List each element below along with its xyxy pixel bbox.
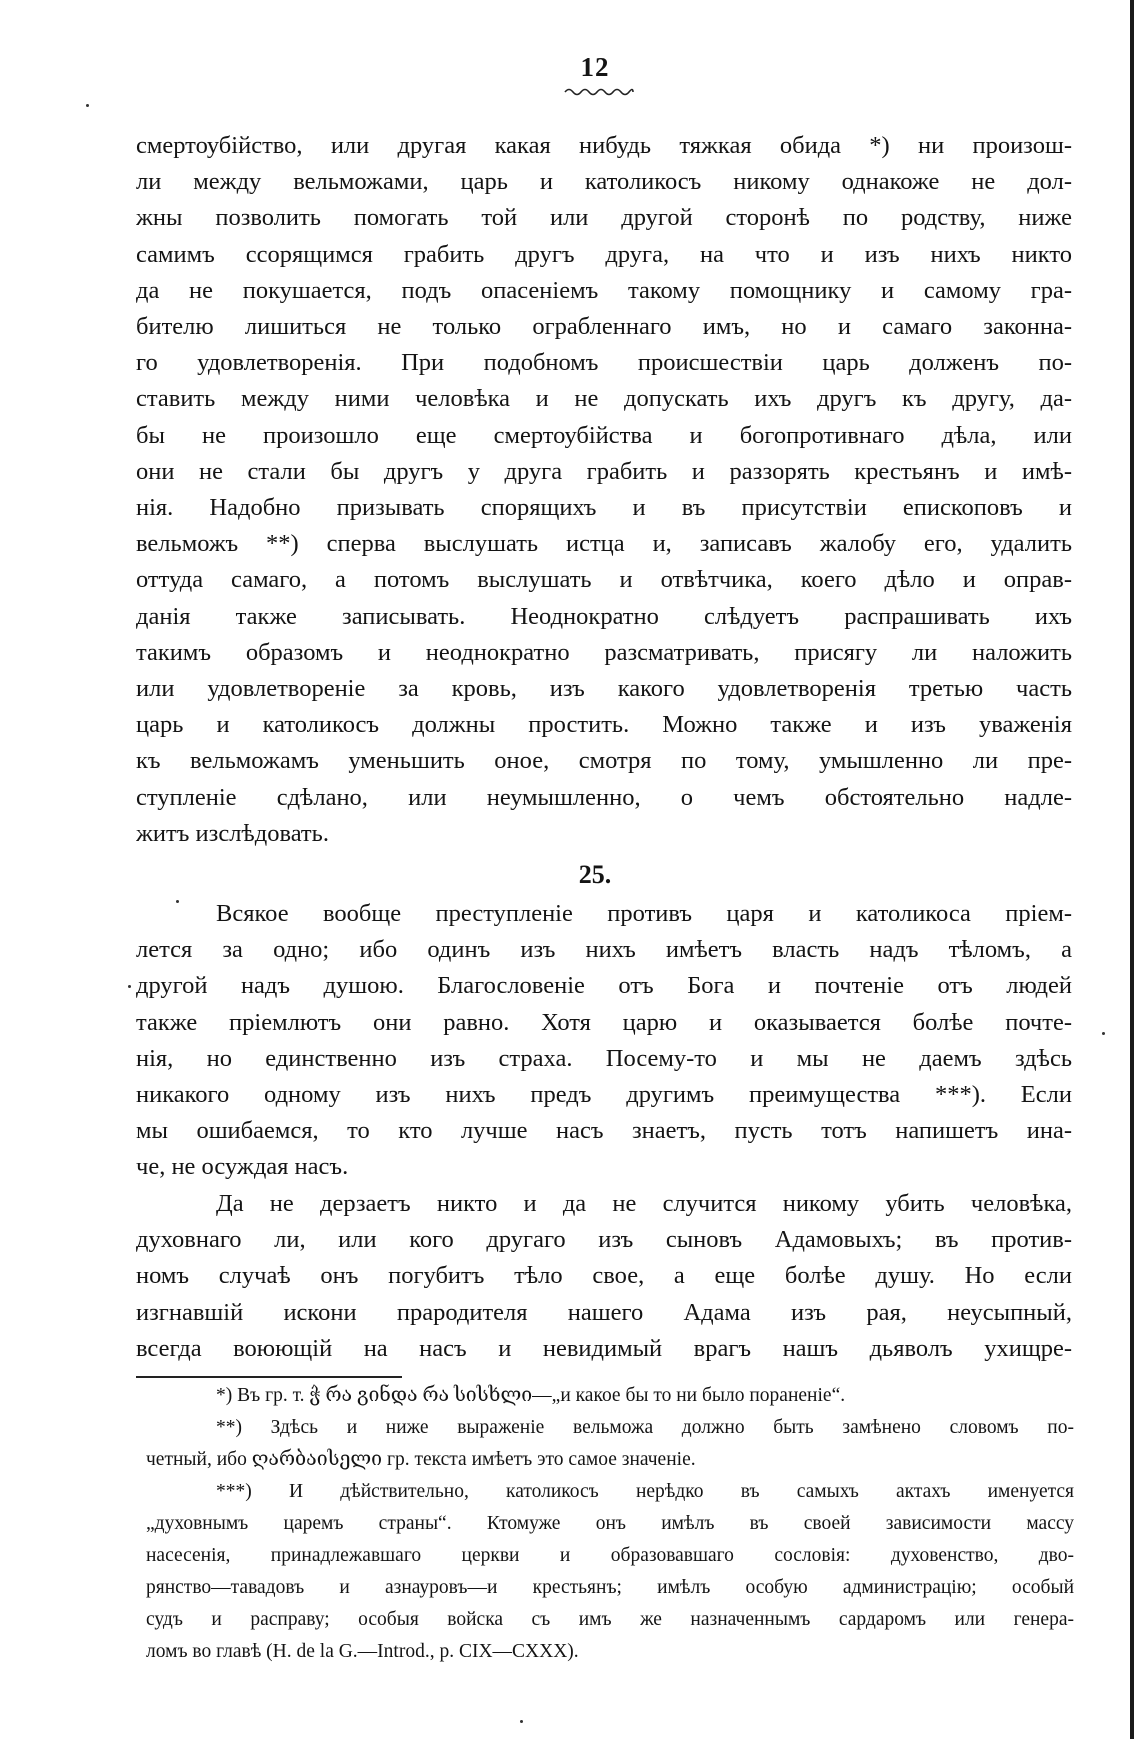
text-line: другой надъ душою. Благословеніе отъ Бога и почтеніе отъ людей: [136, 972, 1072, 1000]
text-line: лется за одно; ибо одинъ изъ нихъ имѣетъ власть надъ тѣломъ, а: [136, 936, 1072, 964]
text-line: ли между вельможами, царь и католикосъ никому однакоже не дол-: [136, 168, 1072, 196]
footnote-line: четный, ибо ღარბაისელი гр. текста имѣетъ это самое значеніе.: [146, 1449, 696, 1470]
text-line: такимъ образомъ и неоднократно разсматривать, присягу ли наложить: [136, 638, 1072, 666]
text-line: духовнаго ли, или кого другаго изъ сыновъ Адамовыхъ; въ против-: [136, 1226, 1072, 1254]
page-number: 12: [580, 52, 610, 82]
scan-speck: [128, 985, 131, 988]
text-line: или удовлетвореніе за кровь, изъ какого удовлетворенія третью часть: [136, 675, 1072, 703]
text-line: бителю лишиться не только ограбленнаго имъ, но и самаго законна-: [136, 313, 1072, 341]
paragraph-3: [136, 1186, 1072, 1367]
footnote-line: *) Въ гр. т. ჭ რა გინდა რა სისხლი—„и какое бы то ни было пораненіе“.: [216, 1385, 846, 1406]
text-line: смертоубійство, или другая какая нибудь тяжкая обида *) ни произош-: [136, 132, 1072, 159]
text-line: мы ошибаемся, то кто лучше насъ знаетъ, пусть тотъ напишетъ ина-: [136, 1117, 1072, 1145]
text-line: да не покушается, подъ опасеніемъ такому помощнику и самому гра-: [136, 276, 1072, 304]
scan-speck: [86, 104, 89, 107]
footnote-line: судъ и расправу; особыя войска съ имъ же назначеннымъ сардаромъ или генера-: [146, 1609, 1074, 1630]
footnote-rule: [136, 1376, 402, 1378]
text-line: че, не осуждая насъ.: [136, 1153, 349, 1181]
text-line: царь и католикосъ должны простить. Можно также и изъ уваженія: [136, 711, 1072, 739]
text-line: данія также записывать. Неоднократно слѣдуетъ распрашивать ихъ: [136, 602, 1072, 630]
section-heading: 25.: [578, 860, 612, 889]
text-line: самимъ ссорящимся грабить другъ друга, на что и изъ нихъ никто: [136, 240, 1072, 268]
footnote-line: рянство—тавадовъ и азнауровъ—и крестьянъ; имѣлъ особую администрацію; особый: [146, 1577, 1074, 1598]
text-line: вельможъ **) сперва выслушать истца и, записавъ жалобу его, удалить: [136, 530, 1072, 558]
text-line: изгнавшій искони прародителя нашего Адама изъ рая, неусыпный,: [136, 1298, 1072, 1326]
scan-speck: [1102, 1032, 1105, 1035]
scan-speck: [176, 900, 179, 903]
paragraph-1: [136, 128, 1072, 852]
text-line: они не стали бы другъ у друга грабить и раззорять крестьянъ и имѣ-: [136, 457, 1072, 485]
text-line: Всякое вообще преступленіе противъ царя и католикоса пріем-: [216, 900, 1072, 927]
footnote-line: **) Здѣсь и ниже выраженіе вельможа должно быть замѣнено словомъ по-: [216, 1417, 1074, 1438]
text-line: также пріемлютъ они равно. Хотя царю и оказывается болѣе почте-: [136, 1008, 1072, 1036]
footnotes: [146, 1380, 1074, 1668]
text-line: нія. Надобно призывать спорящихъ и въ присутствіи епископовъ и: [136, 494, 1072, 522]
footnote-line: ***) И дѣйствительно, католикосъ нерѣдко въ самыхъ актахъ именуется: [216, 1481, 1074, 1502]
footnote-line: „духовнымъ царемъ страны“. Ктомуже онъ имѣлъ въ своей зависимости массу: [146, 1513, 1074, 1534]
paragraph-2: [136, 896, 1072, 1186]
text-line: ступленіе сдѣлано, или неумышленно, о чемъ обстоятельно надле-: [136, 783, 1072, 811]
scan-speck: [520, 1720, 523, 1723]
text-line: всегда воюющій на насъ и невидимый врагъ нашъ дьяволъ ухищре-: [136, 1334, 1072, 1362]
text-line: нія, но единственно изъ страха. Посему-то и мы не даемъ здѣсь: [136, 1044, 1072, 1072]
page-number-ornament: [563, 86, 635, 96]
footnote-line: ломъ во главѣ (H. de la G.—Introd., p. CIX—CXXX).: [146, 1641, 579, 1662]
footnote-line: насесенія, принадлежавшаго церкви и образовавшаго сословія: духовенство, дво-: [146, 1545, 1074, 1566]
text-line: Да не дерзаетъ никто и да не случится никому убить человѣка,: [216, 1190, 1072, 1217]
text-line: го удовлетворенія. При подобномъ происшествіи царь долженъ по-: [136, 349, 1072, 377]
text-line: жны позволить помогать той или другой сторонѣ по родству, ниже: [136, 204, 1072, 232]
text-line: къ вельможамъ уменьшить оное, смотря по тому, умышленно ли пре-: [136, 747, 1072, 775]
text-line: житъ изслѣдовать.: [136, 819, 329, 847]
text-line: оттуда самаго, а потомъ выслушать и отвѣтчика, коего дѣло и оправ-: [136, 566, 1072, 594]
text-line: номъ случаѣ онъ погубитъ тѣло свое, а еще болѣе душу. Но если: [136, 1262, 1072, 1290]
text-line: ставить между ними человѣка и не допускать ихъ другъ къ другу, да-: [136, 385, 1072, 413]
text-line: никакого одному изъ нихъ предъ другимъ преимущества ***). Если: [136, 1081, 1072, 1109]
text-line: бы не произошло еще смертоубійства и богопротивнаго дѣла, или: [136, 421, 1072, 449]
